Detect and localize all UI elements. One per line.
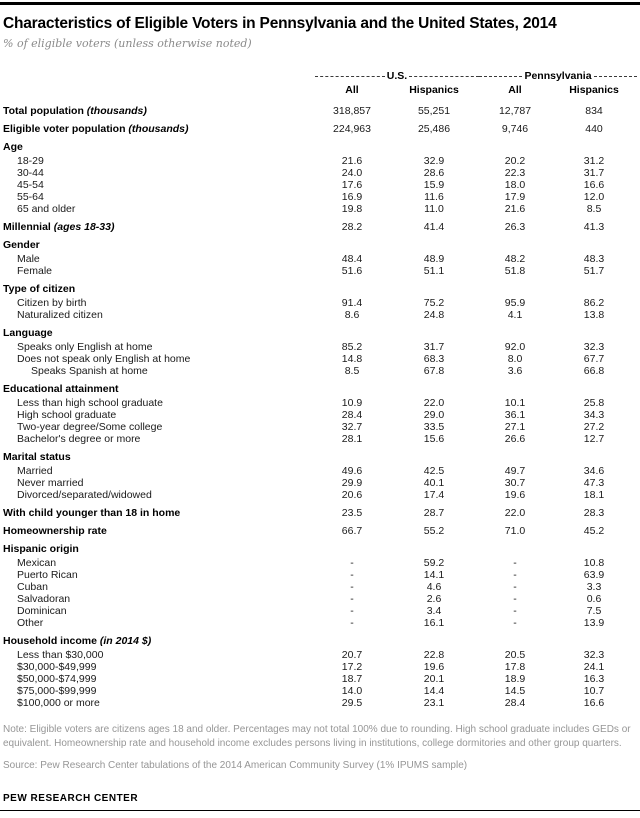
cell-value: 51.6: [341, 265, 363, 277]
cell-value: 31.7: [583, 167, 605, 179]
cell-value: 20.5: [504, 649, 526, 661]
cell-value: 67.8: [423, 365, 445, 377]
cell-value: 63.9: [583, 569, 605, 581]
cell-value: 14.5: [504, 685, 526, 697]
cell-value: 31.7: [423, 341, 445, 353]
cell-value: -: [350, 581, 354, 593]
dash-line: [315, 76, 385, 77]
cell-value: 24.8: [423, 309, 445, 321]
cell-value: 40.1: [423, 477, 445, 489]
cell-value: 22.3: [504, 167, 526, 179]
cell-value: 27.2: [583, 421, 605, 433]
cell-value: 12,787: [498, 105, 532, 117]
table-row: [3, 297, 637, 309]
cell-value: -: [350, 593, 354, 605]
cell-value: 86.2: [583, 297, 605, 309]
cell-value: 71.0: [504, 525, 526, 537]
cell-value: 28.4: [504, 697, 526, 709]
row-label: Dominican: [17, 605, 67, 617]
cell-value: 17.9: [504, 191, 526, 203]
table-row: [3, 593, 637, 605]
cell-value: 9,746: [501, 123, 529, 135]
table-row: [3, 409, 637, 421]
cell-value: 16.6: [583, 179, 605, 191]
row-label: Total population (thousands): [3, 105, 147, 117]
row-label: Homeownership rate: [3, 525, 107, 537]
cell-value: 95.9: [504, 297, 526, 309]
cell-value: 8.5: [344, 365, 360, 377]
column-group-us: [315, 70, 479, 82]
table-row: [3, 203, 637, 215]
cell-value: 22.0: [423, 397, 445, 409]
cell-value: -: [513, 581, 517, 593]
cell-value: 14.8: [341, 353, 363, 365]
cell-value: 91.4: [341, 297, 363, 309]
cell-value: 14.1: [423, 569, 445, 581]
dash-line: [409, 76, 479, 77]
table-row: [3, 557, 637, 569]
dash-line: [594, 76, 637, 77]
row-label: 30-44: [17, 167, 44, 179]
cell-value: 51.1: [423, 265, 445, 277]
cell-value: -: [350, 557, 354, 569]
cell-value: 29.5: [341, 697, 363, 709]
row-label: Mexican: [17, 557, 57, 569]
cell-value: 36.1: [504, 409, 526, 421]
cell-value: 20.1: [423, 673, 445, 685]
source-text: Source: Pew Research Center tabulations of the 2014 American Community Survey (1% IPUMS sample): [3, 760, 468, 771]
cell-value: 4.6: [426, 581, 442, 593]
row-label: Less than high school graduate: [17, 397, 163, 409]
table-row: [3, 327, 637, 339]
cell-value: -: [513, 593, 517, 605]
cell-value: 32.9: [423, 155, 445, 167]
cell-value: 30.7: [504, 477, 526, 489]
table-row: [3, 123, 637, 135]
row-label: Citizen by birth: [17, 297, 87, 309]
cell-value: 2.6: [426, 593, 442, 605]
table-row: [3, 221, 637, 233]
cell-value: 47.3: [583, 477, 605, 489]
cell-value: 24.0: [341, 167, 363, 179]
cell-value: 25.8: [583, 397, 605, 409]
dash-line: [479, 76, 522, 77]
cell-value: 29.9: [341, 477, 363, 489]
cell-value: 8.0: [507, 353, 523, 365]
cell-value: 51.8: [504, 265, 526, 277]
table-row: [3, 397, 637, 409]
row-label: Millennial (ages 18-33): [3, 221, 115, 233]
table-row: [3, 365, 637, 377]
cell-value: 20.7: [341, 649, 363, 661]
row-label: Age: [3, 141, 23, 153]
cell-value: 16.1: [423, 617, 445, 629]
cell-value: 0.6: [586, 593, 602, 605]
cell-value: 27.1: [504, 421, 526, 433]
cell-value: 14.0: [341, 685, 363, 697]
cell-value: 12.7: [583, 433, 605, 445]
cell-value: 66.7: [341, 525, 363, 537]
row-label: Other: [17, 617, 44, 629]
row-label: Type of citizen: [3, 283, 76, 295]
cell-value: -: [350, 605, 354, 617]
column-header-row: [3, 84, 637, 99]
column-group-us-label: U.S.: [386, 69, 408, 82]
cell-value: 21.6: [341, 155, 363, 167]
cell-value: 24.1: [583, 661, 605, 673]
row-label: Married: [17, 465, 53, 477]
row-label: 65 and older: [17, 203, 76, 215]
cell-value: 34.3: [583, 409, 605, 421]
cell-value: 29.0: [423, 409, 445, 421]
cell-value: 14.4: [423, 685, 445, 697]
cell-value: 8.5: [586, 203, 602, 215]
row-label: $100,000 or more: [17, 697, 100, 709]
cell-value: -: [513, 605, 517, 617]
row-label: Divorced/separated/widowed: [17, 489, 152, 501]
row-label: Gender: [3, 239, 40, 251]
table-row: [3, 341, 637, 353]
row-label: 18-29: [17, 155, 44, 167]
cell-value: 28.3: [583, 507, 605, 519]
cell-value: -: [350, 617, 354, 629]
cell-value: 4.1: [507, 309, 523, 321]
cell-value: -: [513, 569, 517, 581]
cell-value: 51.7: [583, 265, 605, 277]
column-header-us-all: All: [345, 84, 359, 96]
table-row: [3, 635, 637, 647]
cell-value: 26.3: [504, 221, 526, 233]
cell-value: 48.9: [423, 253, 445, 265]
cell-value: 19.6: [423, 661, 445, 673]
column-group-pa-label: Pennsylvania: [524, 69, 592, 82]
cell-value: 11.6: [424, 191, 444, 203]
cell-value: -: [513, 557, 517, 569]
row-label: $50,000-$74,999: [17, 673, 97, 685]
row-label: Puerto Rican: [17, 569, 78, 581]
column-header-pa-hispanics: Hispanics: [569, 84, 619, 96]
table-row: [3, 507, 637, 519]
row-label: Language: [3, 327, 53, 339]
row-label: Cuban: [17, 581, 48, 593]
cell-value: 66.8: [583, 365, 605, 377]
cell-value: -: [513, 617, 517, 629]
table-row: [3, 605, 637, 617]
header-block: [0, 5, 640, 773]
cell-value: 31.2: [583, 155, 605, 167]
table-row: [3, 489, 637, 501]
cell-value: 13.9: [583, 617, 605, 629]
cell-value: 3.6: [507, 365, 523, 377]
row-label: Salvadoran: [17, 593, 71, 605]
table-row: [3, 253, 637, 265]
table-row: [3, 179, 637, 191]
table-row: [3, 155, 637, 167]
cell-value: 32.3: [583, 341, 605, 353]
cell-value: -: [350, 569, 354, 581]
cell-value: 26.6: [504, 433, 526, 445]
cell-value: 33.5: [423, 421, 445, 433]
cell-value: 28.2: [341, 221, 363, 233]
row-label: With child younger than 18 in home: [3, 507, 181, 519]
cell-value: 15.9: [423, 179, 445, 191]
row-label: Female: [17, 265, 53, 277]
table-body: [3, 105, 637, 709]
cell-value: 45.2: [583, 525, 605, 537]
table-row: [3, 141, 637, 153]
cell-value: 10.8: [583, 557, 605, 569]
row-label: Speaks only English at home: [17, 341, 153, 353]
table-row: [3, 465, 637, 477]
cell-value: 18.0: [504, 179, 526, 191]
row-label: Hispanic origin: [3, 543, 79, 555]
row-label: Marital status: [3, 451, 71, 463]
cell-value: 25,486: [417, 123, 451, 135]
cell-value: 48.2: [504, 253, 526, 265]
cell-value: 48.3: [583, 253, 605, 265]
table-row: [3, 283, 637, 295]
row-label: Bachelor's degree or more: [17, 433, 141, 445]
table-row: [3, 265, 637, 277]
row-label: 55-64: [17, 191, 44, 203]
table-row: [3, 697, 637, 709]
table-row: [3, 569, 637, 581]
cell-value: 20.2: [504, 155, 526, 167]
row-label: Does not speak only English at home: [17, 353, 191, 365]
cell-value: 85.2: [341, 341, 363, 353]
table-row: [3, 105, 637, 117]
cell-value: 19.6: [504, 489, 526, 501]
cell-value: 18.1: [583, 489, 605, 501]
table-header: [3, 69, 637, 99]
table-row: [3, 353, 637, 365]
column-header-pa-all: All: [508, 84, 522, 96]
row-label-suffix: (in 2014 $): [96, 635, 152, 647]
cell-value: 32.7: [341, 421, 363, 433]
cell-value: 67.7: [583, 353, 605, 365]
cell-value: 42.5: [423, 465, 445, 477]
cell-value: 59.2: [423, 557, 445, 569]
table-row: [3, 617, 637, 629]
cell-value: 92.0: [504, 341, 526, 353]
table-row: [3, 451, 637, 463]
row-label: $30,000-$49,999: [17, 661, 97, 673]
column-group-pa: [479, 70, 637, 82]
row-label: $75,000-$99,999: [17, 685, 97, 697]
cell-value: 15.6: [423, 433, 445, 445]
cell-value: 28.6: [423, 167, 445, 179]
cell-value: 10.9: [341, 397, 363, 409]
table-row: [3, 581, 637, 593]
cell-value: 55.2: [423, 525, 445, 537]
cell-value: 28.1: [341, 433, 363, 445]
row-label: Never married: [17, 477, 84, 489]
cell-value: 17.2: [341, 661, 363, 673]
table-row: [3, 661, 637, 673]
column-group-row: [3, 69, 637, 82]
cell-value: 16.6: [583, 697, 605, 709]
cell-value: 32.3: [583, 649, 605, 661]
row-label: Male: [17, 253, 40, 265]
cell-value: 23.1: [423, 697, 445, 709]
table-row: [3, 673, 637, 685]
cell-value: 13.8: [583, 309, 605, 321]
cell-value: 17.6: [341, 179, 363, 191]
cell-value: 7.5: [586, 605, 602, 617]
table-row: [3, 477, 637, 489]
row-label: Speaks Spanish at home: [31, 365, 148, 377]
cell-value: 75.2: [423, 297, 445, 309]
row-label: High school graduate: [17, 409, 117, 421]
cell-value: 21.6: [504, 203, 526, 215]
cell-value: 16.9: [341, 191, 363, 203]
bottom-rule: [0, 810, 640, 811]
cell-value: 41.3: [583, 221, 605, 233]
cell-value: 23.5: [341, 507, 363, 519]
notes-block: [3, 723, 637, 773]
row-label: Household income (in 2014 $): [3, 635, 152, 647]
cell-value: 318,857: [333, 105, 371, 117]
footer-brand: PEW RESEARCH CENTER: [3, 793, 139, 804]
cell-value: 48.4: [341, 253, 363, 265]
cell-value: 11.0: [424, 203, 444, 215]
row-label: Educational attainment: [3, 383, 119, 395]
cell-value: 224,963: [333, 123, 371, 135]
table-row: [3, 421, 637, 433]
table-row: [3, 309, 637, 321]
cell-value: 3.3: [586, 581, 602, 593]
cell-value: 49.6: [341, 465, 363, 477]
table-row: [3, 191, 637, 203]
cell-value: 3.4: [426, 605, 442, 617]
table-row: [3, 525, 637, 537]
cell-value: 16.3: [583, 673, 605, 685]
row-label: Less than $30,000: [17, 649, 104, 661]
column-header-us-hispanics: Hispanics: [409, 84, 459, 96]
row-label: Eligible voter population (thousands): [3, 123, 189, 135]
cell-value: 49.7: [504, 465, 526, 477]
row-label-suffix: (ages 18-33): [50, 221, 115, 233]
table-row: [3, 649, 637, 661]
row-label: Naturalized citizen: [17, 309, 103, 321]
table-row: [3, 239, 637, 251]
table-row: [3, 167, 637, 179]
cell-value: 18.9: [504, 673, 526, 685]
cell-value: 12.0: [583, 191, 605, 203]
cell-value: 68.3: [423, 353, 445, 365]
cell-value: 834: [585, 105, 603, 117]
cell-value: 28.7: [423, 507, 445, 519]
page-subtitle: % of eligible voters (unless otherwise noted): [3, 37, 252, 50]
cell-value: 17.4: [423, 489, 445, 501]
cell-value: 22.8: [423, 649, 445, 661]
table-row: [3, 685, 637, 697]
cell-value: 10.1: [504, 397, 526, 409]
cell-value: 22.0: [504, 507, 526, 519]
cell-value: 55,251: [417, 105, 451, 117]
page-title: Characteristics of Eligible Voters in Pennsylvania and the United States, 2014: [3, 15, 557, 32]
cell-value: 8.6: [344, 309, 360, 321]
table-row: [3, 433, 637, 445]
table-row: [3, 383, 637, 395]
row-label-suffix: (thousands): [83, 105, 147, 117]
cell-value: 10.7: [583, 685, 605, 697]
cell-value: 34.6: [583, 465, 605, 477]
cell-value: 20.6: [341, 489, 363, 501]
cell-value: 18.7: [341, 673, 363, 685]
cell-value: 19.8: [341, 203, 363, 215]
row-label: 45-54: [17, 179, 44, 191]
row-label-suffix: (thousands): [125, 123, 189, 135]
table-row: [3, 543, 637, 555]
cell-value: 17.8: [504, 661, 526, 673]
cell-value: 440: [585, 123, 603, 135]
cell-value: 41.4: [423, 221, 445, 233]
note-text: Note: Eligible voters are citizens ages 18 and older. Percentages may not total 100% due to rounding. High school graduate includes GEDs or equivalent. Homeownership rate and household income excludes persons living in institutions, college dormitories and other group quarters.: [3, 724, 631, 749]
cell-value: 28.4: [341, 409, 363, 421]
row-label: Two-year degree/Some college: [17, 421, 163, 433]
